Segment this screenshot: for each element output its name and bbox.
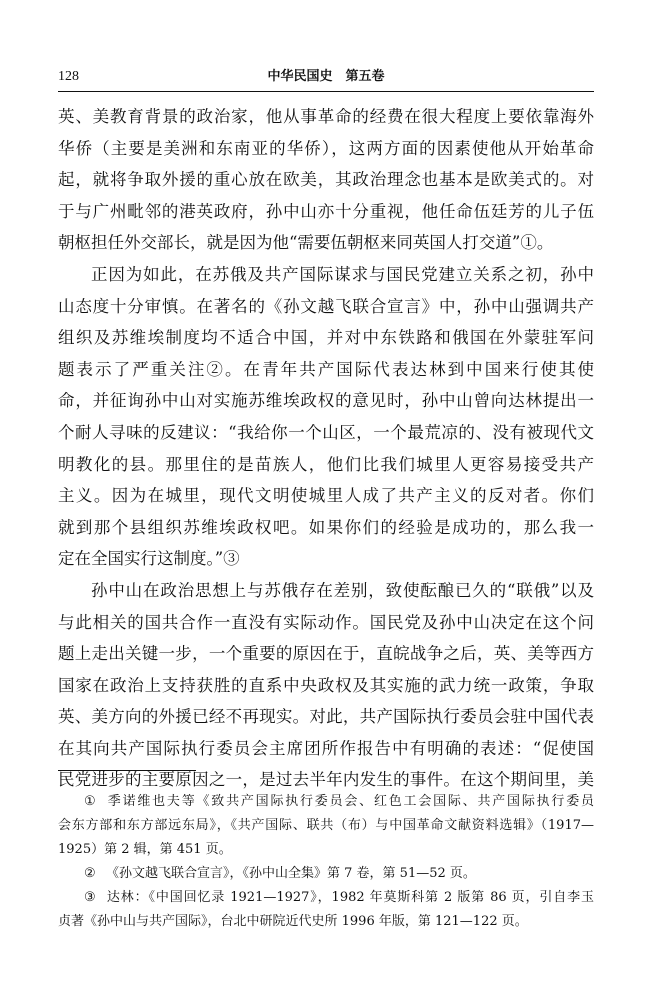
text-line: 英、美方向的外援已经不再现实。对此，共产国际执行委员会驻中国代表	[58, 707, 594, 727]
footnote-line: 1925）第 2 辑，第 451 页。	[58, 842, 232, 857]
text-line: 组织及苏维埃制度均不适合中国，并对中东铁路和俄国在外蒙驻军问	[58, 328, 594, 348]
text-line: 华侨（主要是美洲和东南亚的华侨），这两方面的因素使他从开始革命	[58, 138, 594, 158]
text-line: 民党进步的主要原因之一，是过去半年内发生的事件。在这个期间里，美	[58, 770, 594, 790]
footnote-line	[58, 886, 594, 910]
footnote-mark: ①	[84, 794, 96, 809]
footnote-line: 贞著《孙中山与共产国际》，台北中研院近代史所 1996 年版，第 121—122 页。	[58, 914, 528, 929]
footnote-text: 季诺维也夫等《致共产国际执行委员会、红色工会国际、共产国际执行委员	[106, 794, 594, 809]
footnote-text: 达林：《中国回忆录 1921—1927》，1982 年莫斯科第 2 版第 86 页，引自李玉	[106, 890, 594, 905]
footnote-line: 会东方部和东方部远东局》，《共产国际、联共（布）与中国革命文献资料选辑》（1917—	[58, 818, 594, 833]
text-line: 朝枢担任外交部长，就是因为他“需要伍朝枢来同英国人打交道”①。	[58, 233, 554, 253]
footnote-rule	[58, 770, 196, 771]
text-line: 在其向共产国际执行委员会主席团所作报告中有明确的表述：“促使国	[58, 738, 594, 758]
text-line: 起，就将争取外援的重心放在欧美，其政治理念也基本是欧美式的。对	[58, 170, 594, 190]
footnote-line	[58, 790, 594, 814]
text-line: 主义。因为在城里，现代文明使城里人成了共产主义的反对者。你们	[58, 486, 594, 506]
text-line: 山态度十分审慎。在著名的《孙文越飞联合宣言》中，孙中山强调共产	[58, 296, 594, 316]
text-line: 命，并征询孙中山对实施苏维埃政权的意见时，孙中山曾向达林提出一	[58, 391, 594, 411]
text-line: 英、美教育背景的政治家，他从事革命的经费在很大程度上要依靠海外	[58, 107, 594, 126]
body-text	[58, 101, 594, 796]
book-title: 中华民国史 第五卷	[267, 69, 385, 84]
page-number: 128	[58, 69, 79, 84]
text-line: 于与广州毗邻的港英政府，孙中山亦十分重视，他任命伍廷芳的儿子伍	[58, 201, 594, 221]
text-line: 正因为如此，在苏俄及共产国际谋求与国民党建立关系之初，孙中	[91, 264, 594, 284]
text-line: 就到那个县组织苏维埃政权吧。如果你们的经验是成功的，那么我一	[58, 517, 594, 537]
footnote-mark: ②	[84, 866, 96, 881]
footnote-text: 《孙文越飞联合宣言》，《孙中山全集》第 7 卷，第 51—52 页。	[106, 866, 476, 881]
header-rule	[58, 91, 594, 92]
text-line: 孙中山在政治思想上与苏俄存在差别，致使酝酿已久的“联俄”以及	[91, 580, 594, 600]
running-header	[58, 66, 594, 88]
text-line: 题上走出关键一步，一个重要的原因在于，直皖战争之后，英、美等西方	[58, 644, 594, 664]
footnote-line	[58, 862, 594, 886]
footnotes	[58, 790, 594, 934]
text-line: 定在全国实行这制度。”③	[58, 549, 240, 569]
text-line: 个耐人寻味的反建议：“我给你一个山区，一个最荒凉的、没有被现代文	[58, 422, 594, 442]
text-line: 明教化的县。那里住的是苗族人，他们比我们城里人更容易接受共产	[58, 454, 594, 474]
text-line: 国家在政治上支持获胜的直系中央政权及其实施的武力统一政策，争取	[58, 675, 594, 695]
footnote-mark: ③	[84, 890, 96, 905]
text-line: 题表示了严重关注②。在青年共产国际代表达林到中国来行使其使	[58, 359, 594, 379]
text-line: 与此相关的国共合作一直没有实际动作。国民党及孙中山决定在这个问	[58, 612, 594, 632]
